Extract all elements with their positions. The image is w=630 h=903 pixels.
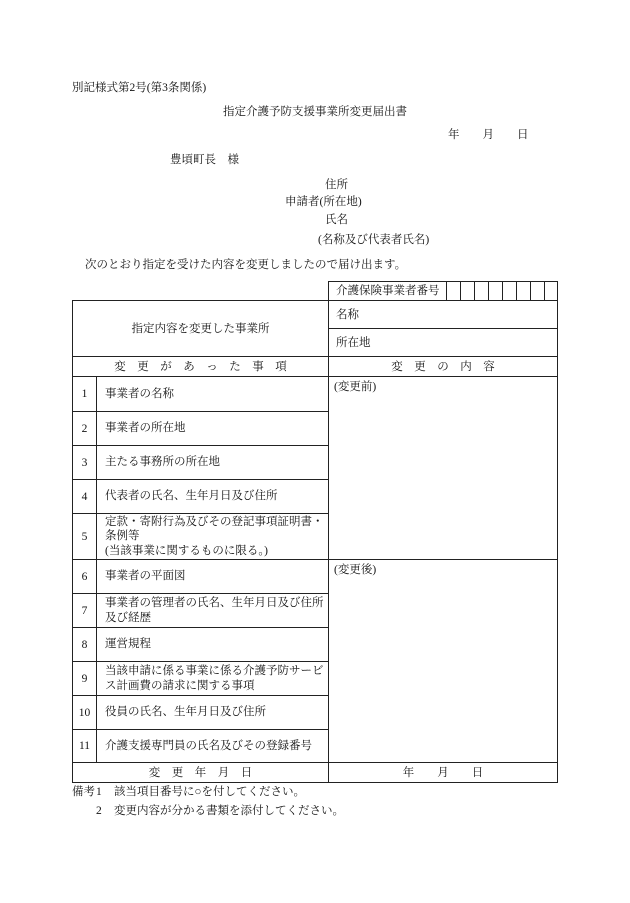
item-label-line: 役員の氏名、生年月日及び住所 — [105, 706, 266, 719]
item-label-line: 事業者の所在地 — [105, 422, 186, 435]
item-number: 3 — [72, 445, 97, 480]
facility-address-field — [328, 328, 558, 357]
applicant-name-note: (名称及び代表者氏名) — [318, 234, 430, 246]
provider-number-digit — [516, 281, 531, 301]
item-number: 5 — [72, 513, 97, 560]
item-number: 2 — [72, 411, 97, 446]
item-label-line: 事業者の管理者の氏名、生年月日及び住所 — [105, 597, 324, 609]
item-label-line: 主たる事務所の所在地 — [105, 456, 220, 469]
item-label-line: 事業者の名称 — [105, 387, 174, 400]
facility-name-field — [328, 300, 558, 329]
item-label — [96, 661, 329, 696]
provider-number-digit — [530, 281, 545, 301]
provider-number-digit — [474, 281, 489, 301]
facility-label — [72, 300, 329, 357]
change-date-value-text: 年 月 日 — [402, 766, 484, 779]
document-title: 指定介護予防支援事業所変更届出書 — [223, 106, 407, 118]
item-number: 4 — [72, 479, 97, 514]
item-number: 7 — [72, 593, 97, 628]
form-reference: 別記様式第2号(第3条関係) — [72, 82, 207, 94]
item-number: 8 — [72, 627, 97, 662]
item-number: 6 — [72, 559, 97, 594]
intro-text: 次のとおり指定を受けた内容を変更しましたので届け出ます。 — [85, 259, 407, 271]
item-label-line: 及び経歴 — [105, 611, 151, 624]
change-date-label — [72, 762, 329, 783]
provider-number-digit — [502, 281, 517, 301]
applicant-address-label: 住所 — [325, 179, 348, 191]
item-label — [96, 559, 329, 594]
applicant-name-label: 氏名 — [325, 214, 348, 226]
item-label-line: (当該事業に関するものに限る。) — [105, 544, 268, 557]
content-after-label: (変更後) — [334, 564, 377, 576]
item-label — [96, 729, 329, 763]
content-before-label: (変更前) — [334, 381, 377, 393]
content-before-cell — [328, 376, 558, 560]
item-label — [96, 445, 329, 480]
item-label-line: 介護支援専門員の氏名及びその登録番号 — [105, 739, 312, 752]
note-number: 2 — [96, 805, 102, 817]
change-date-value — [328, 762, 558, 783]
item-label-line: ス計画費の請求に関する事項 — [105, 679, 255, 692]
item-label — [96, 376, 329, 412]
column-header-items — [72, 356, 329, 377]
submission-date: 年 月 日 — [448, 129, 529, 141]
change-date-label-text: 変 更 年 月 日 — [148, 766, 253, 779]
provider-number-digit — [488, 281, 503, 301]
item-label — [96, 411, 329, 446]
facility-label-text: 指定内容を変更した事業所 — [131, 322, 270, 335]
item-number: 10 — [72, 695, 97, 730]
item-number: 9 — [72, 661, 97, 696]
item-label — [96, 627, 329, 662]
provider-number-label-text: 介護保険事業者番号 — [336, 285, 440, 297]
facility-name-label: 名称 — [336, 308, 359, 321]
content-after-cell — [328, 559, 558, 763]
item-number: 1 — [72, 376, 97, 412]
facility-address-label: 所在地 — [336, 336, 371, 349]
item-label-line: 運営規程 — [105, 638, 151, 651]
column-header-contents — [328, 356, 558, 377]
item-label — [96, 479, 329, 514]
item-label-line: 条例等 — [105, 530, 140, 543]
addressee: 豊頃町長 様 — [170, 154, 239, 166]
provider-number-digit — [460, 281, 475, 301]
column-header-items-text: 変 更 が あ っ た 事 項 — [114, 360, 287, 373]
item-label — [96, 695, 329, 730]
item-label-line: 当該申請に係る事業に係る介護予防サービ — [105, 665, 324, 677]
item-label-line: 定款・寄附行為及びその登記事項証明書・ — [105, 515, 324, 528]
provider-number-digit — [446, 281, 461, 301]
applicant-label: 申請者(所在地) — [285, 196, 362, 208]
note-number: 1 — [96, 786, 102, 798]
provider-number-label — [328, 281, 447, 301]
item-label-line: 事業者の平面図 — [105, 570, 186, 583]
item-label — [96, 593, 329, 628]
note-text: 変更内容が分かる書類を添付してください。 — [114, 805, 344, 817]
note-text: 該当項目番号に○を付してください。 — [114, 786, 305, 798]
notes-heading: 備考 — [72, 786, 95, 798]
provider-number-digit — [544, 281, 558, 301]
item-number: 11 — [72, 729, 97, 763]
item-label — [96, 513, 329, 560]
item-label-line: 代表者の氏名、生年月日及び住所 — [105, 490, 278, 503]
column-header-contents-text: 変 更 の 内 容 — [391, 360, 495, 373]
